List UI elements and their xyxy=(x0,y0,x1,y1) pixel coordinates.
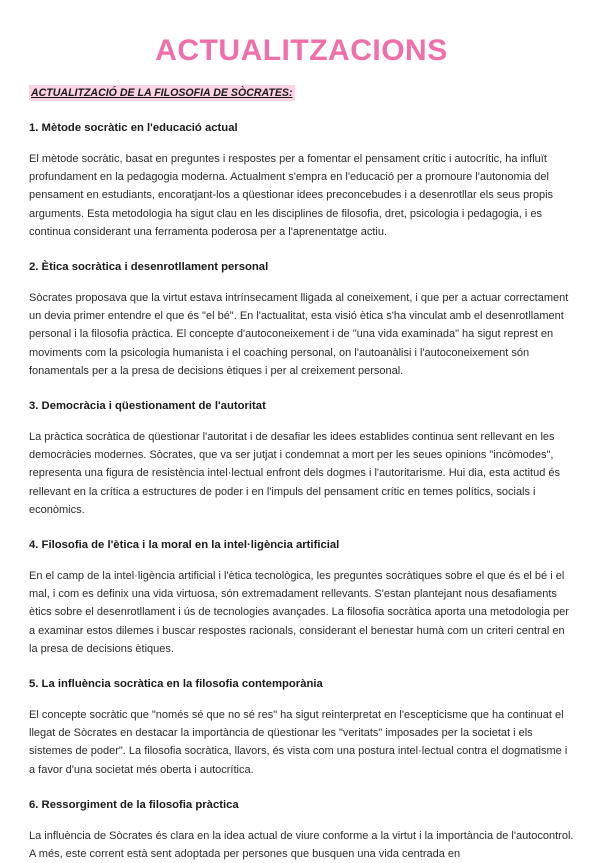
subtitle-container xyxy=(29,83,574,105)
section-heading: 6. Ressorgiment de la filosofia pràctica xyxy=(29,798,239,811)
section-body: Sòcrates proposava que la virtut estava intrínsecament lligada al coneixement, i que per a actuar correctament un devia primer entendre el que és "el bé". En l'actualitat, esta visió ètica s'ha vinculat amb el desenrotllament personal i la filosofia pràctica. El concepte d'autoconeixement i de "una vida examinada" ha sigut represt en moviments com la psicologia humanista i el coaching personal, on l'autoanàlisi i l'autoconeixement són fonamentals per a la presa de decisions ètiques i per al creixement personal. xyxy=(29,292,569,377)
section-body: El mètode socràtic, basat en preguntes i respostes per a fomentar el pensament crític i autocrític, ha influït profundament en la pedagogia moderna. Actualment s'empra en l'educació per a promoure l'autonomia del pensament en estudiants, encoratjant-los a qüestionar idees preconcebudes i a desenrotllar els seus propis arguments. Esta metodologia ha sigut clau en les disciplines de filosofia, dret, psicologia i pedagogia, i es continua considerant una ferramenta poderosa per a l'aprenentatge actiu. xyxy=(29,153,554,238)
section-3 xyxy=(29,398,574,519)
section-heading: 1. Mètode socràtic en l'educació actual xyxy=(29,122,238,134)
section-body: En el camp de la intel·ligència artificial i l'ètica tecnològica, les preguntes socràtiques sobre el que és el bé i el mal, i com es definix una vida virtuosa, són extremadament rellevants. S'estan plantejant nous desafiaments ètics sobre el desenrotllament i ús de tecnologies avançades. La filosofia socràtica aporta una metodologia per a examinar estos dilemes i buscar respostes racionals, considerant el benestar humà com un criteri central en la presa de decisions ètiques. xyxy=(29,570,569,655)
section-5 xyxy=(29,676,574,779)
section-2 xyxy=(29,259,574,380)
section-heading: 2. Ètica socràtica i desenrotllament personal xyxy=(29,261,269,274)
section-subtitle: ACTUALITZACIÓ DE LA FILOSOFIA DE SÒCRATES: xyxy=(31,87,293,99)
section-heading: 4. Filosofia de l'ètica i la moral en la intel·ligència artificial xyxy=(29,539,340,552)
page-title: ACTUALITZACIONS xyxy=(155,34,448,67)
section-1 xyxy=(29,120,574,241)
section-heading: 5. La influència socràtica en la filosofia contemporània xyxy=(29,678,323,691)
section-body: La influència de Sòcrates és clara en la idea actual de viure conforme a la virtut i la importància de l'autocontrol. A més, este corrent està sent adoptada per persones que busquen una vida centrada en xyxy=(29,829,574,861)
section-4 xyxy=(29,537,574,658)
section-body: El concepte socràtic que "només sé que no sé res" ha sigut reinterpretat en l'escepticisme que ha continuat el llegat de Sòcrates en destacar la importància de qüestionar les "veritats" imposades per la societat i els sistemes de poder". La filosofia socràtica, llavors, és vista com una postura intel·lectual contra el dogmatisme i a favor d'una societat més oberta i autocrítica. xyxy=(29,709,568,776)
section-heading: 3. Democràcia i qüestionament de l'autoritat xyxy=(29,400,266,413)
section-body: La pràctica socràtica de qüestionar l'autoritat i de desafiar les idees establides continua sent rellevant en les democràcies modernes. Sòcrates, que va ser jutjat i condemnat a mort per les seues opinions "incòmodes", representa una figura de resistència intel·lectual enfront dels dogmes i l'autoritarisme. Hui dia, esta actitud és rellevant en la crítica a estructures de poder i en l'impuls del pensament crític en temes polítics, socials i econòmics. xyxy=(29,431,560,516)
section-6 xyxy=(29,797,574,863)
